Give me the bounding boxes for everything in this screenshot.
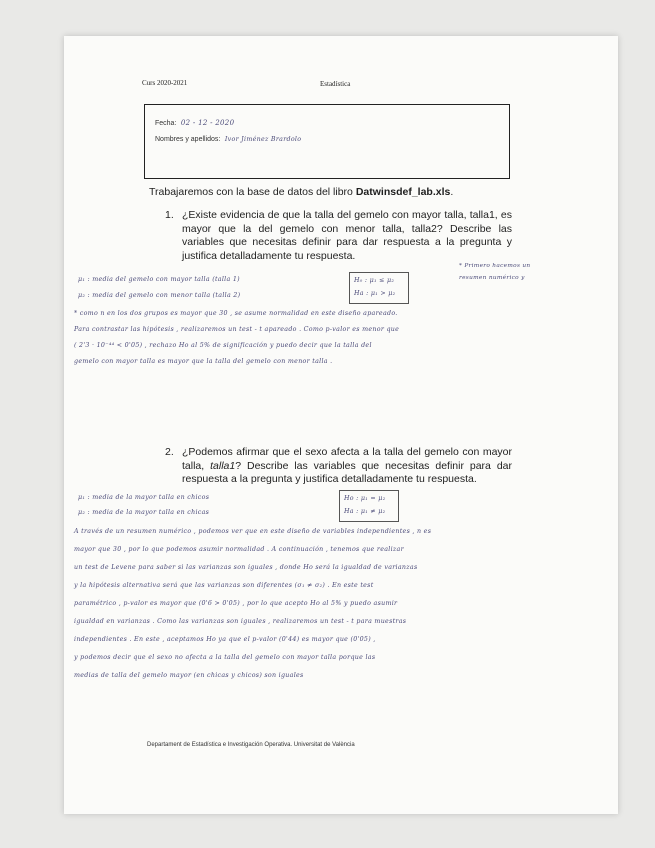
q1-h0: H₀ : μ₁ ≤ μ₂ xyxy=(354,277,395,284)
date-label: Fecha: xyxy=(155,120,177,127)
name-value: Ivor Jiménez Brardolo xyxy=(224,136,302,143)
q1-side-note-2: resumen numérico y xyxy=(459,275,525,281)
q2-answer-line: y podemos decir que el sexo no afecta a la talla del gemelo con mayor talla porque las xyxy=(74,654,376,661)
q2-answer-line: paramétrico , p-valor es mayor que (0'6 > 0'05) , por lo que acepto Ho al 5% y puedo asumir xyxy=(74,600,398,607)
intro-plain: Trabajaremos con la base de datos del libro xyxy=(149,186,356,198)
q2-h0: Ho : μ₁ = μ₂ xyxy=(344,495,386,502)
q2-text-start: ¿Podemos afirmar que el sexo afecta a la talla del gemelo con mayor talla, xyxy=(182,446,512,472)
q2-hypotheses-box xyxy=(339,490,399,522)
q2-ha: Ha : μ₁ ≠ μ₂ xyxy=(344,508,386,515)
q2-var1: μ₁ : media de la mayor talla en chicos xyxy=(78,494,210,501)
q1-var2: μ₂ : media del gemelo con menor talla (talla 2) xyxy=(78,292,241,299)
footer-text: Departament de Estadística e Investigación Operativa. Universitat de València xyxy=(147,742,355,748)
q1-text: ¿Existe evidencia de que la talla del gemelo con mayor talla, talla1, es mayor que la del gemelo con menor talla, talla2? Describe las variables que necesitas definir para dar respuesta a la pregunta y justifica detalladamente tu respuesta. xyxy=(182,209,512,262)
q1-number: 1. xyxy=(165,209,174,221)
paper-sheet xyxy=(64,36,618,814)
q2-number: 2. xyxy=(165,446,174,458)
student-info-box xyxy=(144,104,510,179)
course-label: Curs 2020-2021 xyxy=(142,79,188,87)
q2-text-end: ? Describe las variables que necesitas definir para dar respuesta a la pregunta y justifica detalladamente tu respuesta. xyxy=(182,459,512,485)
q2-answer-line: independientes . En este , aceptamos Ho ya que el p-valor (0'44) es mayor que (0'05) , xyxy=(74,636,376,643)
intro-end: . xyxy=(450,186,454,198)
q2-answer xyxy=(74,528,614,690)
q2-var2: μ₂ : media de la mayor talla en chicas xyxy=(78,509,210,516)
q1-side-note-1: * Primero hacemos un xyxy=(459,263,531,269)
name-row xyxy=(155,128,301,146)
q2-text-variable: talla1 xyxy=(210,459,236,472)
q2-answer-line: mayor que 30 , por lo que podemos asumir normalidad . A continuación , tenemos que realizar xyxy=(74,546,404,553)
q1-answer xyxy=(74,310,614,374)
date-value: 02 - 12 - 2020 xyxy=(180,119,235,127)
q1-answer-line: gemelo con mayor talla es mayor que la talla del gemelo con menor talla . xyxy=(74,358,333,365)
q2-answer-line: A través de un resumen numérico , podemos ver que en este diseño de variables independientes , n es xyxy=(74,528,432,535)
subject-label: Estadística xyxy=(320,80,351,88)
q1-answer-line: ( 2'3 · 10⁻⁴⁴ < 0'05) , rechazo Ho al 5% de significación y puedo decir que la talla del xyxy=(74,342,372,349)
q2-answer-line: igualdad en varianzas . Como las varianzas son iguales , realizaremos un test - t para muestras xyxy=(74,618,407,625)
intro-text xyxy=(149,186,549,200)
q1-answer-line: * como n en los dos grupos es mayor que 30 , se asume normalidad en este diseño apareado. xyxy=(74,310,398,317)
q1-var1: μ₁ : media del gemelo con mayor talla (talla 1) xyxy=(78,276,240,283)
q1-hypotheses-box xyxy=(349,272,409,304)
q2-text xyxy=(182,446,512,487)
q1-ha: Ha : μ₁ > μ₂ xyxy=(354,290,396,297)
q1-answer-line: Para contrastar las hipótesis , realizaremos un test - t apareado . Como p-valor es menor que xyxy=(74,326,400,333)
q2-answer-line: medias de talla del gemelo mayor (en chicas y chicos) son iguales xyxy=(74,672,304,679)
q2-answer-line: un test de Levene para saber si las varianzas son iguales , donde Ho será la igualdad de varianzas xyxy=(74,564,418,571)
name-label: Nombres y apellidos: xyxy=(155,136,221,143)
q2-answer-line: y la hipótesis alternativa será que las varianzas son diferentes (σ₁ ≠ σ₂) . En este test xyxy=(74,582,374,589)
intro-filename: Datwinsdef_lab.xls xyxy=(355,186,451,198)
